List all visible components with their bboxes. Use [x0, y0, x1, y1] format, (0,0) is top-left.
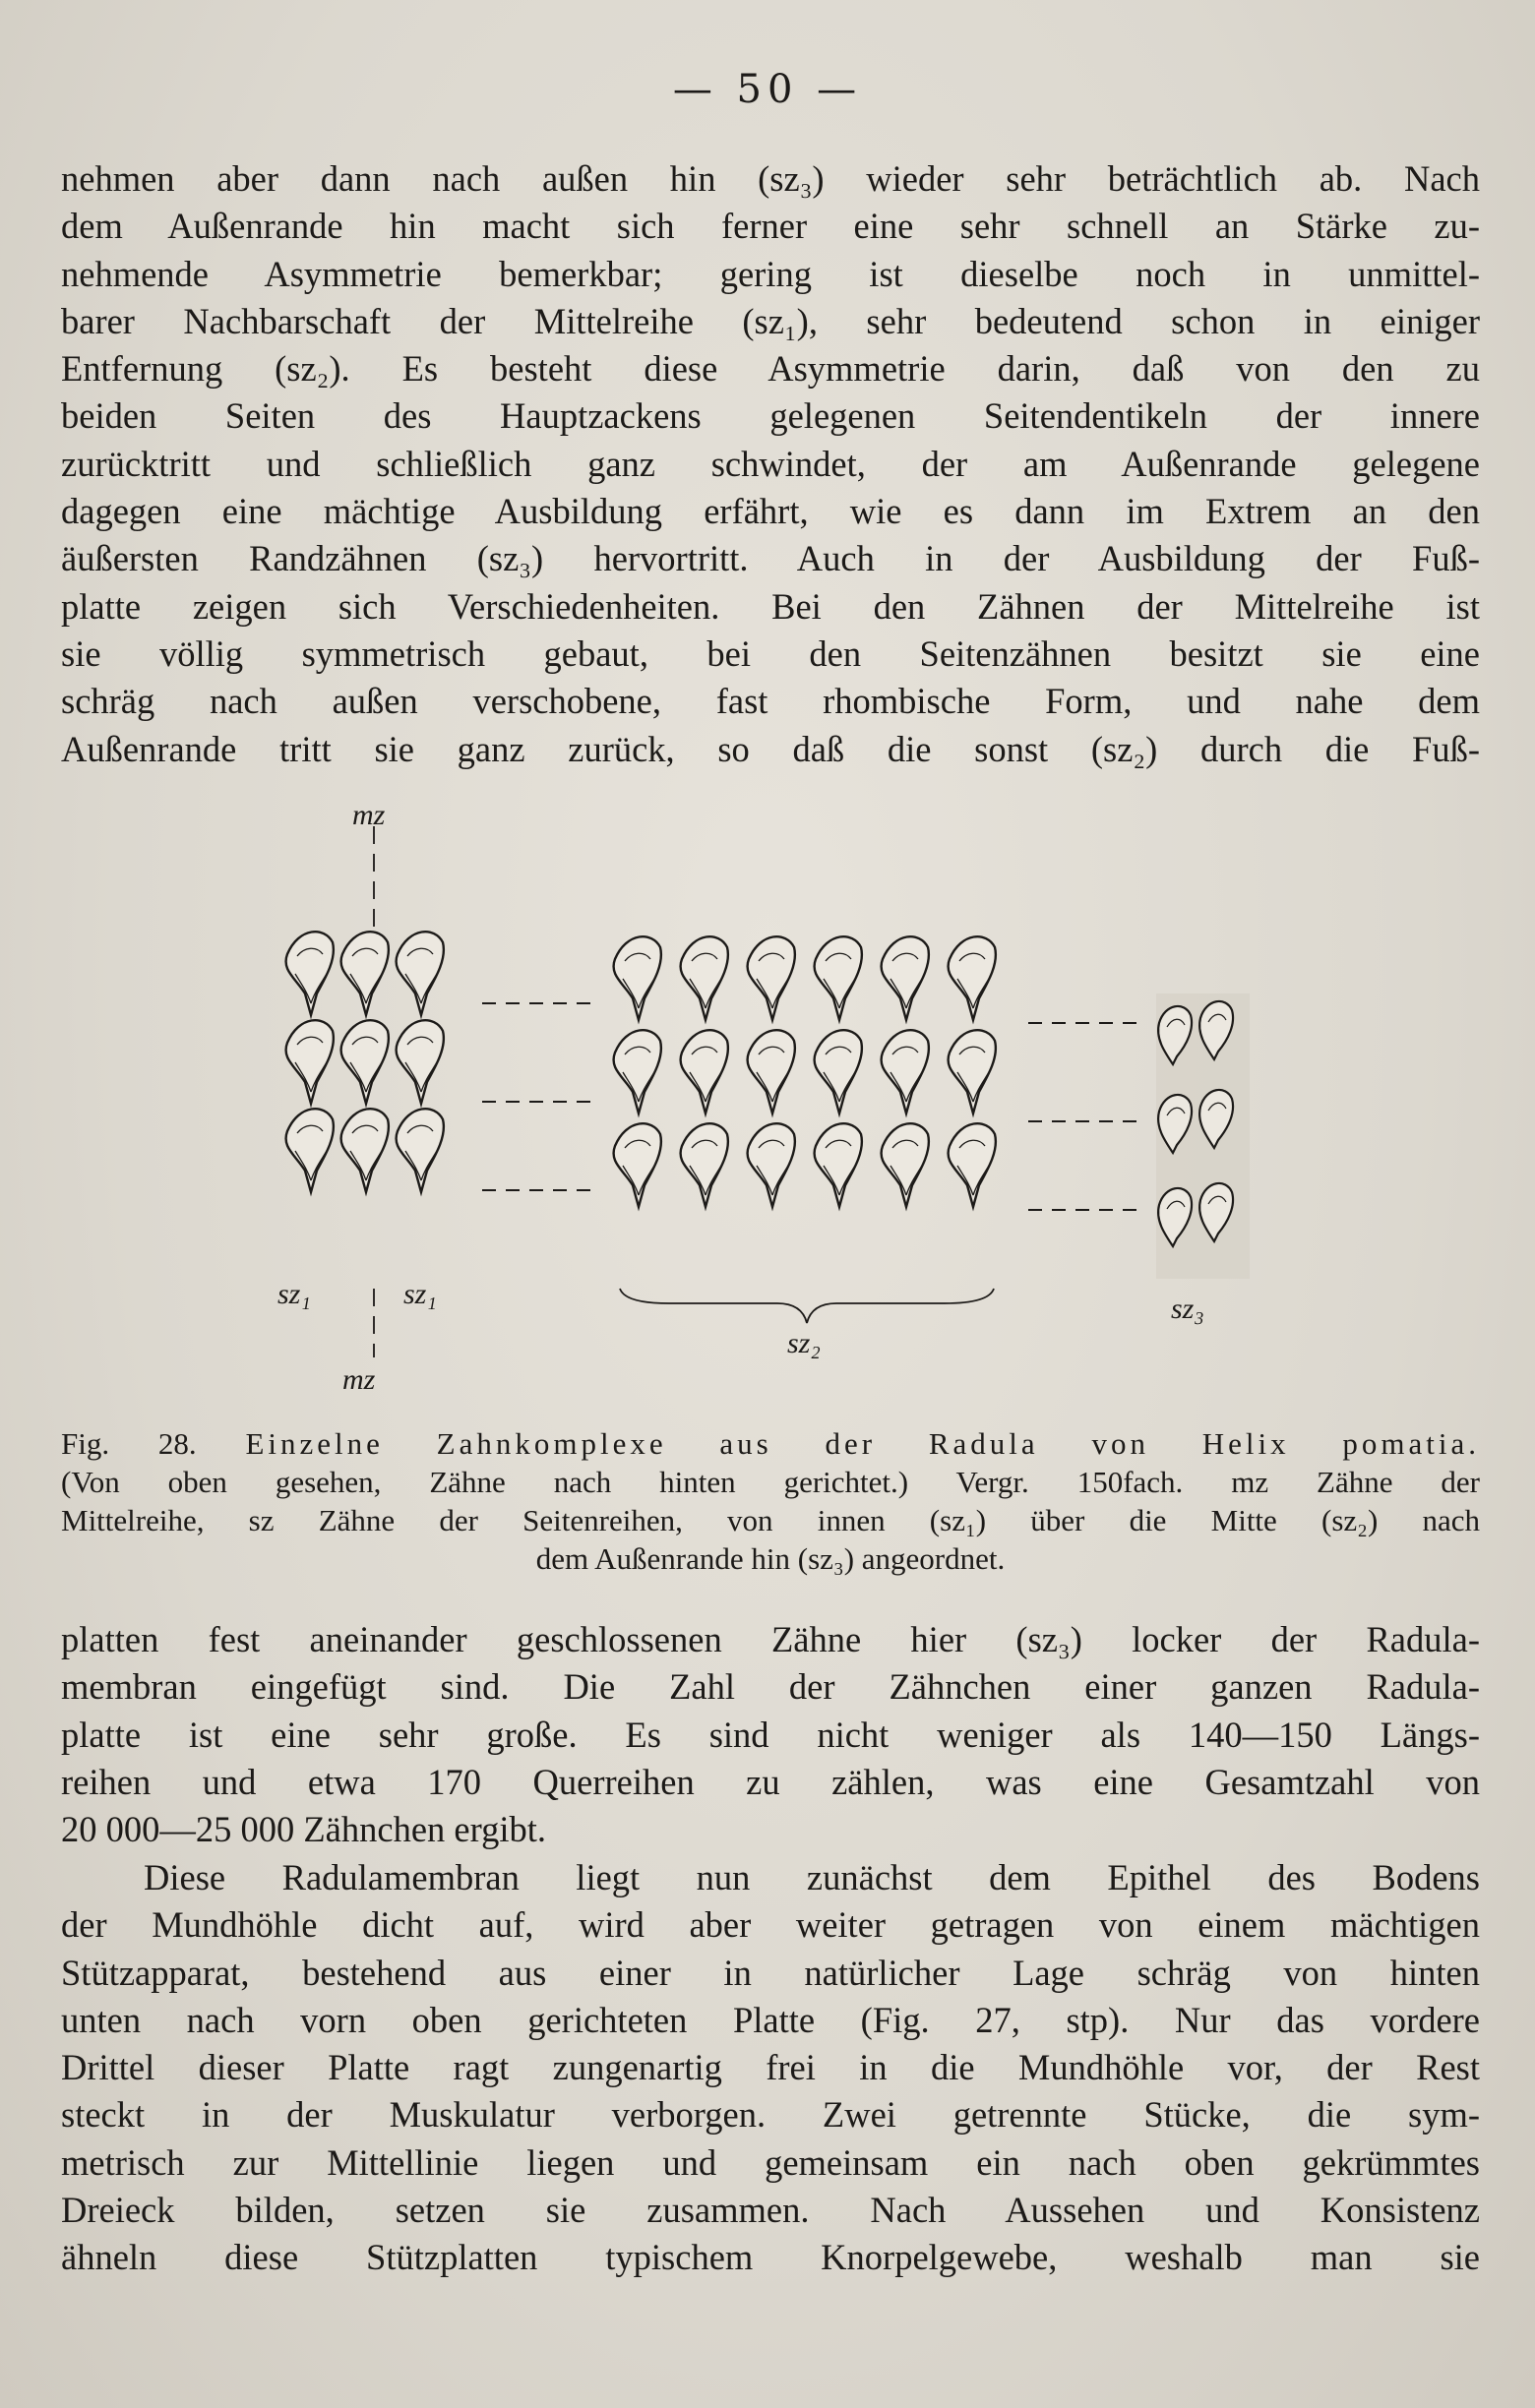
- text-line: membran eingefügt sind. Die Zahl der Zähnchen einer ganzen Radula-: [61, 1666, 1480, 1708]
- caption-title: Einzelne Zahnkomplexe aus der Radula von Helix pomatia.: [245, 1426, 1481, 1461]
- text-line: metrisch zur Mittellinie liegen und gemeinsam ein nach oben gekrümmtes: [61, 2141, 1480, 2183]
- label-sz2: sz₂: [787, 1327, 821, 1359]
- text-line: Stützapparat, bestehend aus einer in natürlicher Lage schräg von hinten: [61, 1952, 1480, 1993]
- figure-caption: [61, 1424, 1480, 1578]
- caption-line-2: (Von oben gesehen, Zähne nach hinten gerichtet.) Vergr. 150fach. mz Zähne der: [61, 1465, 1480, 1499]
- radula-illustration: [226, 807, 1309, 1407]
- text-line: platte ist eine sehr große. Es sind nicht weniger als 140—150 Längs-: [61, 1714, 1480, 1755]
- label-mz-bottom: mz: [342, 1363, 376, 1396]
- text-line: dagegen eine mächtige Ausbildung erfährt, wie es dann im Extrem an den: [61, 491, 1480, 532]
- text-line: Außenrande tritt sie ganz zurück, so daß die sonst (sz₂) durch die Fuß-: [61, 728, 1480, 769]
- page-number: — 50 —: [672, 67, 863, 112]
- text-line: zurücktritt und schließlich ganz schwindet, der am Außenrande gelegene: [61, 443, 1480, 484]
- text-line: Entfernung (sz₂). Es besteht diese Asymmetrie darin, daß von den zu: [61, 348, 1480, 390]
- radula-teeth-figure: [226, 807, 1309, 1407]
- text-line: beiden Seiten des Hauptzackens gelegenen Seitendentikeln der innere: [61, 395, 1480, 437]
- label-sz3: sz₃: [1171, 1293, 1204, 1325]
- text-line: steckt in der Muskulatur verborgen. Zwei getrennte Stücke, die sym-: [61, 2094, 1480, 2136]
- text-line: der Mundhöhle dicht auf, wird aber weiter getragen von einem mächtigen: [61, 1904, 1480, 1946]
- label-mz-top: mz: [352, 807, 386, 831]
- text-line: barer Nachbarschaft der Mittelreihe (sz₁), sehr bedeutend schon in einiger: [61, 300, 1480, 341]
- text-line: sie völlig symmetrisch gebaut, bei den Seitenzähnen besitzt sie eine: [61, 632, 1480, 674]
- text-line: äußersten Randzähnen (sz₃) hervortritt. Auch in der Ausbildung der Fuß-: [61, 538, 1480, 579]
- outer-teeth-group: [1156, 993, 1250, 1279]
- paragraph-1: [61, 155, 1480, 773]
- text-line: dem Außenrande hin macht sich ferner eine sehr schnell an Stärke zu-: [61, 206, 1480, 247]
- text-line: Diese Radulamembran liegt nun zunächst dem Epithel des Bodens: [144, 1857, 1480, 1897]
- text-line: unten nach vorn oben gerichteten Platte (Fig. 27, stp). Nur das vordere: [61, 1999, 1480, 2040]
- connector-lines-right: [1028, 1023, 1136, 1210]
- text-line: nehmende Asymmetrie bemerkbar; gering ist dieselbe noch in unmittel-: [61, 253, 1480, 294]
- text-line: platte zeigen sich Verschiedenheiten. Bei den Zähnen der Mittelreihe ist: [61, 585, 1480, 627]
- caption-line-4: dem Außenrande hin (sz₃) angeordnet.: [535, 1541, 1006, 1576]
- paragraph-3: [61, 1854, 1480, 2282]
- caption-line-1: [61, 1424, 1480, 1463]
- connector-lines-left: [482, 1003, 600, 1190]
- label-sz1-left: sz₁: [277, 1278, 311, 1310]
- text-line: ähneln diese Stützplatten typischem Knorpelgewebe, weshalb man sie: [61, 2237, 1480, 2278]
- text-line: nehmen aber dann nach außen hin (sz₃) wieder sehr beträchtlich ab. Nach: [61, 158, 1480, 199]
- middle-teeth-group: [614, 936, 996, 1323]
- paragraph-2: [61, 1616, 1480, 1853]
- figure-number: Fig. 28.: [61, 1426, 197, 1461]
- text-line: 20 000—25 000 Zähnchen ergibt.: [61, 1809, 546, 1850]
- text-line: schräg nach außen verschobene, fast rhombische Form, und nahe dem: [61, 681, 1480, 722]
- caption-line-3: Mittelreihe, sz Zähne der Seitenreihen, von innen (sz₁) über die Mitte (sz₂) nach: [61, 1503, 1480, 1537]
- text-line: platten fest aneinander geschlossenen Zähne hier (sz₃) locker der Radula-: [61, 1619, 1480, 1659]
- text-line: Dreieck bilden, setzen sie zusammen. Nach Aussehen und Konsistenz: [61, 2190, 1480, 2231]
- text-line: Drittel dieser Platte ragt zungenartig frei in die Mundhöhle vor, der Rest: [61, 2047, 1480, 2088]
- text-line: reihen und etwa 170 Querreihen zu zählen, was eine Gesamtzahl von: [61, 1761, 1480, 1802]
- label-sz1-right: sz₁: [403, 1278, 437, 1310]
